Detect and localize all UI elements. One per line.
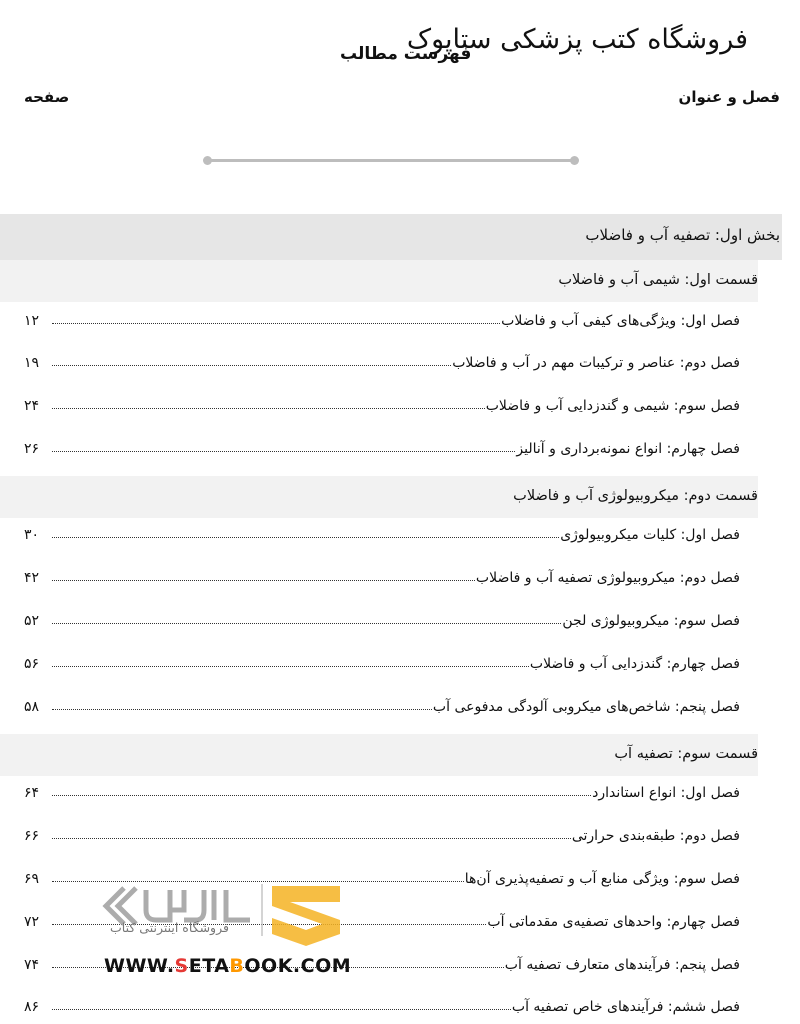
dot-leader	[52, 451, 515, 452]
section-heading	[0, 734, 758, 776]
url-part: WWW.	[104, 955, 175, 977]
toc-row[interactable]	[24, 993, 740, 1015]
toc-row[interactable]	[24, 607, 740, 629]
dot-leader	[52, 623, 561, 624]
chapter-title: فصل چهارم: گندزدایی آب و فاضلاب	[529, 656, 740, 672]
column-heading-title: فصل و عنوان	[678, 88, 780, 106]
page-number: ۱۹	[24, 355, 40, 371]
page-number: ۷۲	[24, 914, 40, 930]
page-number: ۲۶	[24, 441, 40, 457]
watermark-url	[104, 955, 351, 977]
chapter-title: فصل سوم: میکروبیولوژی لجن	[562, 613, 740, 629]
dot-leader	[52, 537, 559, 538]
page-number: ۶۴	[24, 785, 40, 801]
toc-title: فهرست مطالب	[340, 44, 472, 64]
url-part: ETA	[188, 955, 230, 977]
chapter-title: فصل ششم: فرآیندهای خاص تصفیه آب	[511, 999, 740, 1015]
page-number: ۶۹	[24, 871, 40, 887]
toc-row[interactable]	[24, 822, 740, 844]
page-number: ۴۲	[24, 570, 40, 586]
dot-leader	[52, 666, 529, 667]
toc-row[interactable]	[24, 435, 740, 457]
page-number: ۸۶	[24, 999, 40, 1015]
chapter-title: فصل سوم: شیمی و گندزدایی آب و فاضلاب	[485, 398, 740, 414]
watermark-subtitle: فروشگاه اینترنتی کتاب	[110, 920, 229, 935]
dot-leader	[52, 1009, 511, 1010]
dot-leader	[52, 580, 475, 581]
chapter-title: فصل پنجم: شاخص‌های میکروبی آلودگی مدفوعی آب	[432, 699, 740, 715]
store-title: فروشگاه کتب پزشکی ستاپوک	[406, 24, 748, 55]
chapter-title: فصل اول: ویژگی‌های کیفی آب و فاضلاب	[501, 313, 740, 329]
toc-row[interactable]	[24, 650, 740, 672]
dot-leader	[52, 795, 591, 796]
toc-row[interactable]	[24, 779, 740, 801]
toc-row[interactable]	[24, 564, 740, 586]
column-heading-page: صفحه	[24, 88, 70, 106]
toc-row[interactable]	[24, 392, 740, 414]
chapter-title: فصل اول: کلیات میکروبیولوژی	[560, 527, 740, 543]
chapter-title: فصل اول: انواع استاندارد	[592, 785, 740, 801]
section-heading-label: قسمت دوم: میکروبیولوژی آب و فاضلاب	[513, 488, 758, 504]
url-part: OOK.COM	[244, 955, 352, 977]
url-accent: S	[174, 955, 189, 977]
page-number: ۵۲	[24, 613, 40, 629]
chapter-title: فصل دوم: میکروبیولوژی تصفیه آب و فاضلاب	[475, 570, 740, 586]
page-number: ۱۲	[24, 313, 40, 329]
dot-leader	[52, 408, 485, 409]
dot-leader	[52, 838, 571, 839]
part-heading-label: بخش اول: تصفیه آب و فاضلاب	[585, 226, 780, 244]
page-number: ۲۴	[24, 398, 40, 414]
page-number: ۶۶	[24, 828, 40, 844]
dot-leader	[52, 323, 500, 324]
section-heading	[0, 476, 758, 518]
chapter-title: فصل چهارم: انواع نمونه‌برداری و آنالیز	[516, 441, 740, 457]
section-heading-label: قسمت اول: شیمی آب و فاضلاب	[558, 272, 758, 288]
dot-leader	[52, 365, 451, 366]
toc-row[interactable]	[24, 349, 740, 371]
chapter-title: فصل دوم: طبقه‌بندی حرارتی	[571, 828, 740, 844]
toc-row[interactable]	[24, 693, 740, 715]
chapter-title: فصل پنجم: فرآیندهای متعارف تصفیه آب	[504, 957, 740, 973]
page-number: ۵۸	[24, 699, 40, 715]
chapter-title: فصل دوم: عناصر و ترکیبات مهم در آب و فاضلاب	[452, 355, 740, 371]
page-number: ۵۶	[24, 656, 40, 672]
page-number: ۷۴	[24, 957, 40, 973]
url-accent: B	[229, 955, 245, 977]
section-heading-label: قسمت سوم: تصفیه آب	[614, 746, 758, 762]
part-heading	[0, 214, 782, 260]
toc-row[interactable]	[24, 521, 740, 543]
chapter-title: فصل سوم: ویژگی منابع آب و تصفیه‌پذیری آن‌ها	[464, 871, 740, 887]
toc-row[interactable]	[24, 307, 740, 329]
chapter-title: فصل چهارم: واحدهای تصفیه‌ی مقدماتی آب	[487, 914, 740, 930]
divider-line	[207, 159, 575, 162]
section-heading	[0, 260, 758, 302]
dot-leader	[52, 709, 432, 710]
page-number: ۳۰	[24, 527, 40, 543]
